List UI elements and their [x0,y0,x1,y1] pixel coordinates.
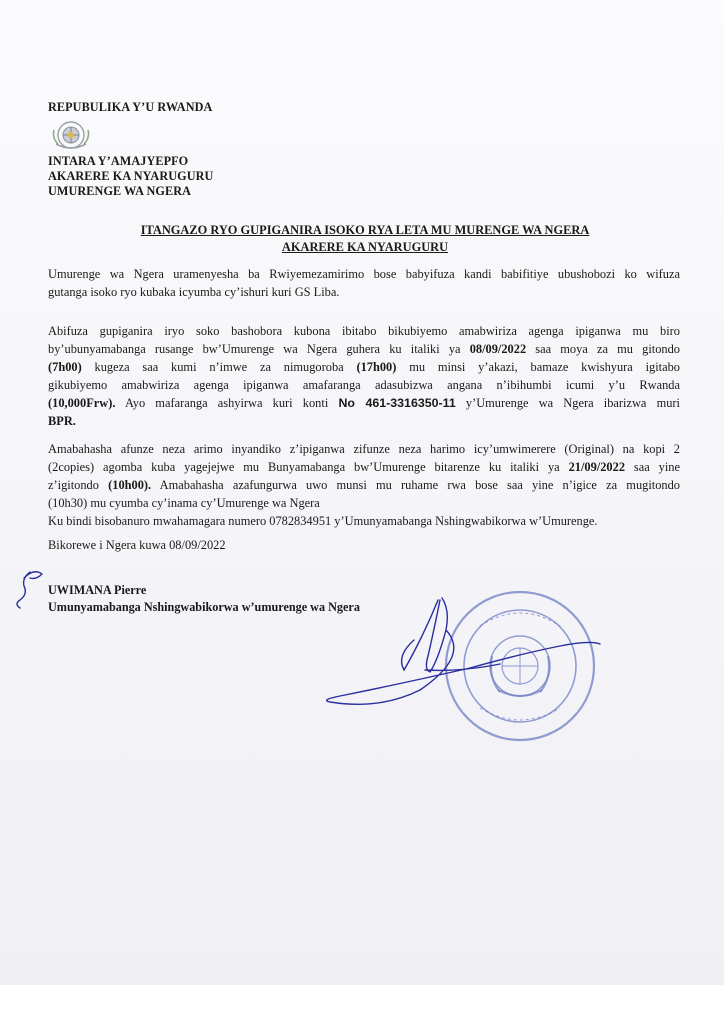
district-name: AKARERE KA NYARUGURU [48,169,214,183]
bank-name: BPR. [48,414,76,428]
letterhead-admin [48,154,213,199]
title-line-1: ITANGAZO RYO GUPIGANIRA ISOKO RYA LETA MU MURENGE WA NGERA [140,223,590,237]
text-line: gikubiyemo amabwiriza agenga ipiganwa amafaranga adasubizwa angana n’ibihumbi icumi y’u Rwanda [48,378,680,392]
text-line: Ku bindi bisobanuro mwahamagara numero 0782834951 y’Umunyamabanga Nshingwabikorwa w’Umurenge. [48,514,598,528]
opening-time: (7h00) [48,360,82,374]
text-line: (10,000Frw). Ayo mafaranga ashyirwa kuri konti No 461-3316350-11 y’Umurenge wa Ngera ibarizwa muri [48,396,680,410]
closing-date-line [48,536,680,554]
start-date: 08/09/2022 [469,342,527,356]
text-line: Umurenge wa Ngera uramenyesha ba Rwiyemezamirimo bose babyifuza kandi babifitiye ubushobozi ko wifuza [48,267,680,281]
deadline-date: 21/09/2022 [568,460,626,474]
text-line: (2copies) agomba kuba yagejejwe mu Bunyamabanga bw’Umurenge bitarenze ku italiki ya 21/09/2022 saa yine [48,460,680,474]
paragraph-intro [48,265,680,301]
text-line: (10h30) mu cyumba cy’inama cy’Umurenge wa Ngera [48,496,320,510]
signatory-role: Umunyamabanga Nshingwabikorwa w’umurenge wa Ngera [48,600,360,614]
province-name: INTARA Y’AMAJYEPFO [48,154,189,168]
text-line: Abifuza gupiganira iryo soko bashobora kubona ibitabo bikubiyemo amabwiriza agenga ipiganwa mu biro [48,324,680,338]
country-name: REPUBULIKA Y’U RWANDA [48,100,213,114]
text-line: (7h00) kugeza saa kumi n’imwe za nimugoroba (17h00) mu minsi y’akazi, bamaze kwishyura igitabo [48,360,680,374]
title-line-2: AKARERE KA NYARUGURU [281,240,449,254]
closing-time: (17h00) [356,360,397,374]
text-line: Amabahasha afunze neza arimo inyandiko z’ipiganwa zifunze neza harimo icy’umwimerere (Original) na kopi 2 [48,442,680,456]
text-line: Bikorewe i Ngera kuwa 08/09/2022 [48,538,226,552]
paragraph-documents [48,322,680,430]
text-line: by’ubunyamabanga rusange bw’Umurenge wa Ngera guhera ku italiki ya 08/09/2022 saa moya za mu gitondo [48,342,680,356]
sector-name: UMURENGE WA NGERA [48,184,191,198]
page-margin [0,985,724,1024]
text-line: z’igitondo (10h00). Amabahasha azafungurwa uwo munsi mu ruhame rwa bose saa yine n’igice za mugitondo [48,478,680,492]
document-title [60,222,670,256]
text-line [48,412,680,430]
paragraph-submission [48,440,680,530]
rwanda-coat-of-arms-icon [50,118,92,152]
letterhead-country [48,100,212,115]
signatory-name: UWIMANA Pierre [48,583,147,597]
bank-account-number: No 461-3316350-11 [338,396,456,410]
handwritten-signature-icon [0,560,724,760]
deadline-time: (10h00). [108,478,152,492]
text-line: gutanga isoko ryo kubaka icyumba cy’ishuri kuri GS Liba. [48,285,340,299]
fee-amount: (10,000Frw). [48,396,116,410]
